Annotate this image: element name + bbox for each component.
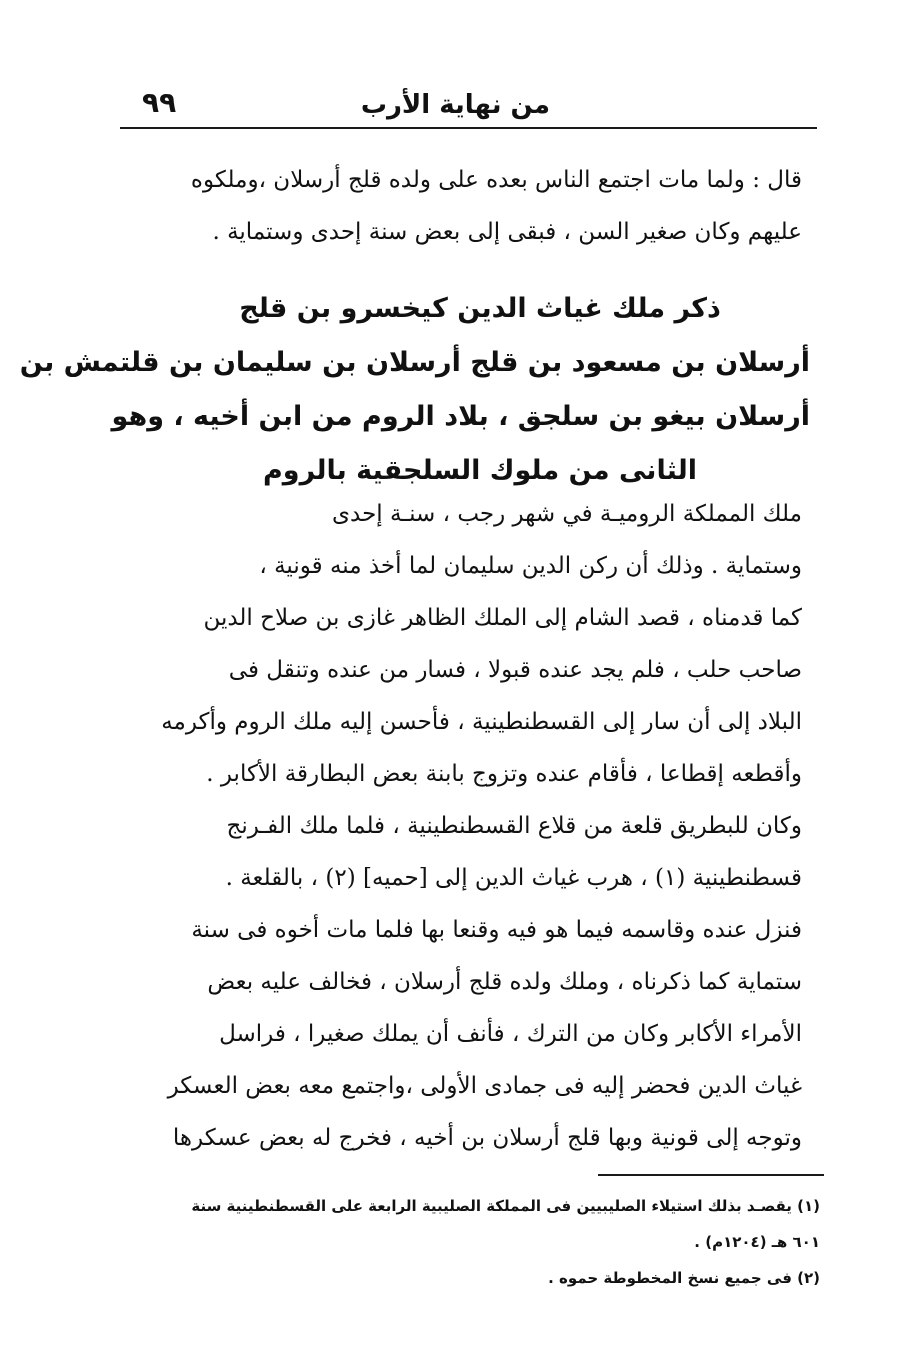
- heading-line: أرسلان بيغو بن سلجق ، بلاد الروم من ابن أخيه ، وهو: [111, 401, 810, 432]
- header-rule: [120, 127, 817, 129]
- text-line: صاحب حلب ، فلم يجد عنده قبولا ، فسار من عنده وتنقل فى: [228, 657, 802, 683]
- text-line: كما قدمناه ، قصد الشام إلى الملك الظاهر غازى بن صلاح الدين: [203, 605, 802, 631]
- section-heading: [19, 282, 810, 498]
- heading-line: ذكر ملك غياث الدين كيخسرو بن قلج: [239, 293, 721, 324]
- text-line: وتوجه إلى قونية وبها قلج أرسلان بن أخيه ، فخرج له بعض عسكرها: [172, 1125, 802, 1151]
- footnote-line: ٦٠١ هـ (١٢٠٤م) .: [694, 1233, 820, 1251]
- body-paragraph: [158, 488, 802, 1164]
- footnote-line: (١) يقصـد بذلك استيلاء الصليبيين فى المملكة الصليبية الرابعة على القسطنطينية سنة: [191, 1197, 820, 1215]
- text-line: الأمراء الأكابر وكان من الترك ، فأنف أن يملك صغيرا ، فراسل: [219, 1021, 802, 1047]
- heading-line: الثانى من ملوك السلجقية بالروم: [263, 455, 697, 486]
- text-line: قسطنطينية (١) ، هرب غياث الدين إلى [حميه] (٢) ، بالقلعة .: [225, 865, 802, 891]
- text-line: فنزل عنده وقاسمه فيما هو فيه وقنعا بها فلما مات أخوه فى سنة: [191, 917, 802, 943]
- text-line: قال : ولما مات اجتمع الناس بعده على ولده قلج أرسلان ،وملكوه: [190, 167, 802, 193]
- text-line: عليهم وكان صغير السن ، فبقى إلى بعض سنة إحدى وستماية .: [212, 219, 802, 245]
- heading-line: أرسلان بن مسعود بن قلج أرسلان بن سليمان بن قلتمش بن: [19, 347, 810, 378]
- text-line: البلاد إلى أن سار إلى القسطنطينية ، فأحسن إليه ملك الروم وأكرمه: [161, 709, 802, 735]
- intro-paragraph: [158, 154, 802, 258]
- page-number: ٩٩: [142, 86, 177, 119]
- text-line: غياث الدين فحضر إليه فى جمادى الأولى ،واجتمع معه بعض العسكر: [167, 1073, 802, 1099]
- text-line: ملك المملكة الروميـة في شهر رجب ، سنـة إحدى: [332, 501, 802, 527]
- text-line: وكان للبطريق قلعة من قلاع القسطنطينية ، فلما ملك الفـرنج: [226, 813, 802, 839]
- footnotes: [160, 1188, 820, 1296]
- running-title: من نهاية الأرب: [360, 90, 550, 120]
- text-line: ستماية كما ذكرناه ، وملك ولده قلج أرسلان ، فخالف عليه بعض: [207, 969, 802, 995]
- footnote-rule: [598, 1174, 824, 1176]
- text-line: وأقطعه إقطاعا ، فأقام عنده وتزوج بابنة بعض البطارقة الأكابر .: [206, 761, 802, 787]
- text-line: وستماية . وذلك أن ركن الدين سليمان لما أخذ منه قونية ،: [259, 553, 802, 579]
- footnote-line: (٢) فى جميع نسخ المخطوطة حموه .: [548, 1269, 820, 1287]
